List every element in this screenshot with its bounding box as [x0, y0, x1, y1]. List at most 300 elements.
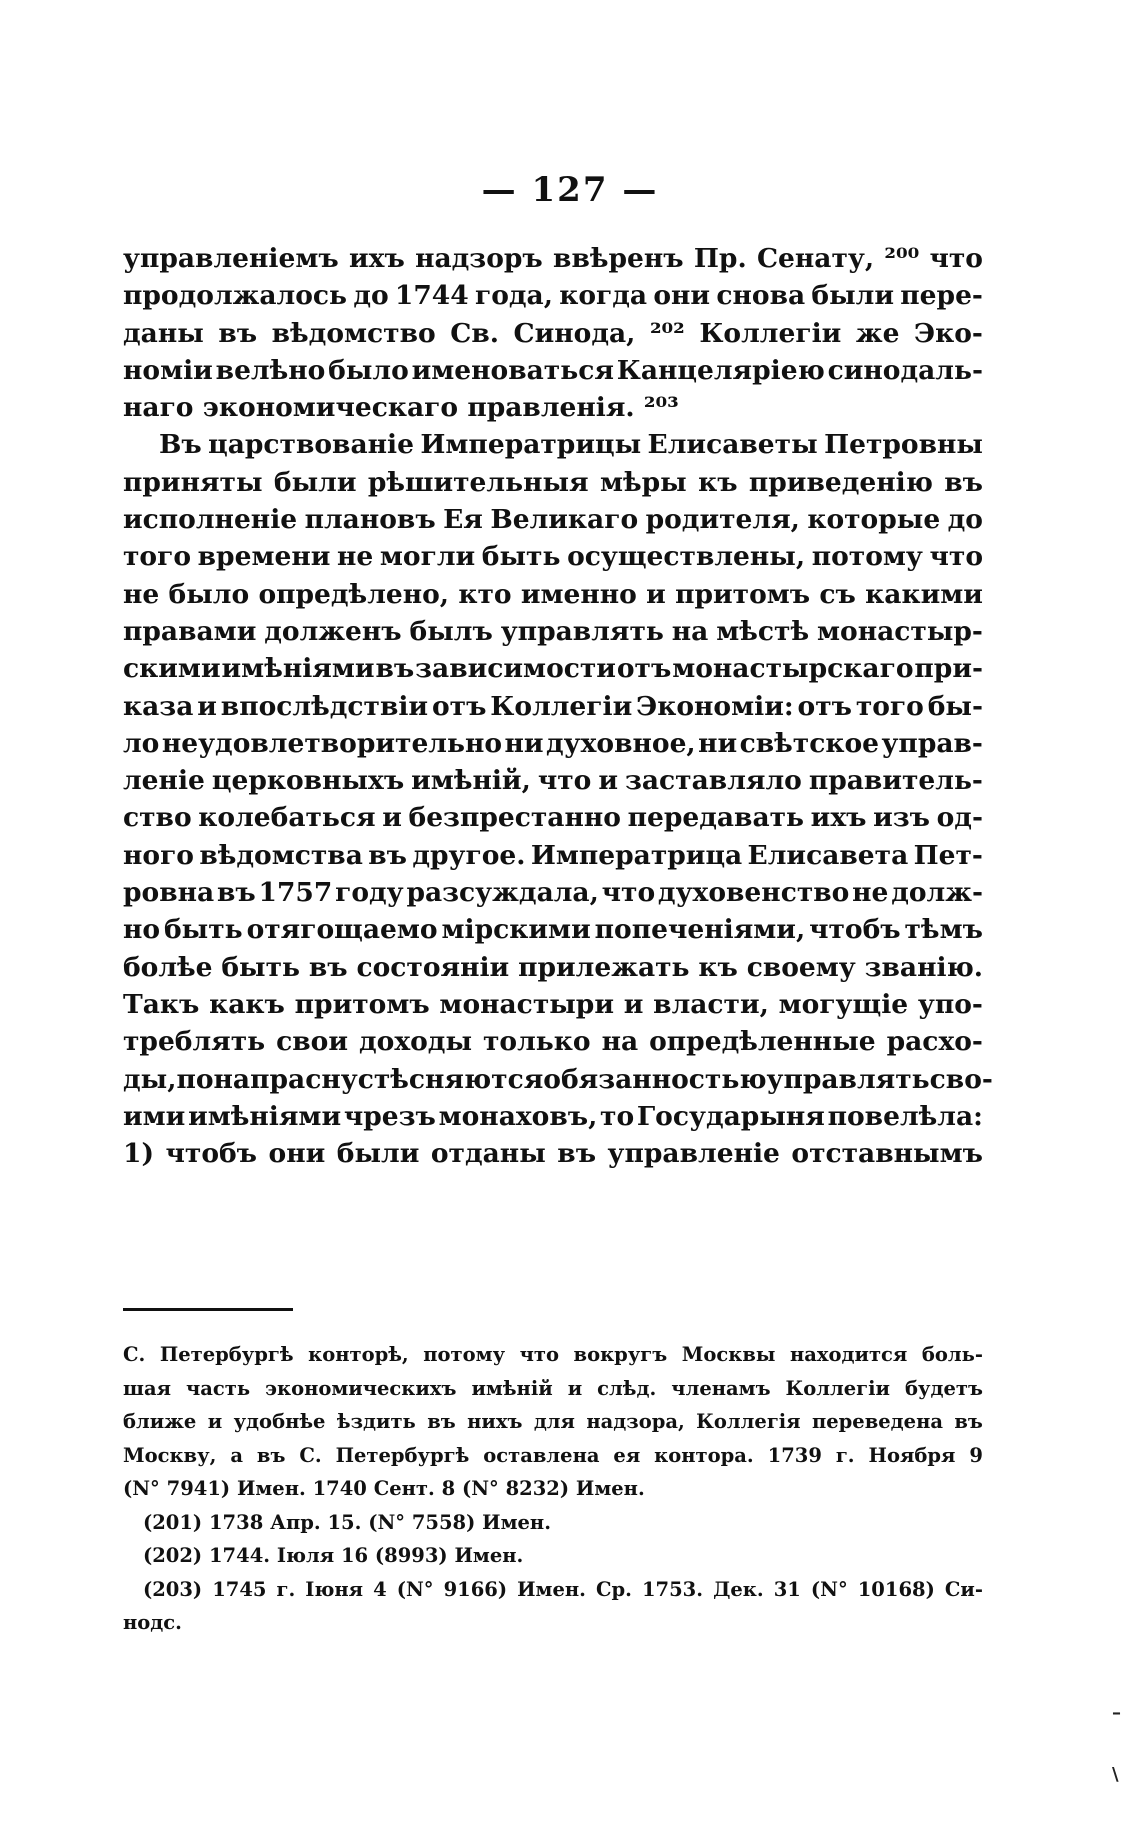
word: продолжалось [123, 280, 348, 312]
word: скими [123, 653, 221, 685]
word: Государыня [636, 1100, 825, 1132]
word: при- [914, 653, 983, 685]
word: 1745 [212, 1577, 267, 1601]
word: 1744 [394, 280, 469, 312]
text-line [123, 464, 983, 501]
word: и [646, 578, 666, 610]
word: Дек. [713, 1577, 764, 1601]
word: Такъ [123, 988, 200, 1020]
word: Си- [944, 1577, 983, 1601]
word: имѣній, [411, 765, 531, 797]
word: (202) [143, 1544, 203, 1567]
word: притомъ [294, 988, 430, 1020]
text-line [123, 911, 983, 948]
word: для [533, 1410, 575, 1433]
text-line [123, 613, 983, 650]
word: Пр. [693, 243, 747, 274]
word: долженъ [264, 615, 402, 647]
margin-mark-dash: – [1112, 1702, 1121, 1723]
word: въ [427, 1410, 456, 1433]
word: Іюня [305, 1577, 364, 1601]
word: не [852, 877, 889, 909]
word: Имен. [517, 1577, 586, 1601]
word: правами [123, 615, 257, 647]
text-line [123, 576, 983, 613]
word: не [123, 578, 160, 610]
text-line [123, 1372, 983, 1406]
word: до [947, 504, 983, 536]
word: кто [458, 578, 512, 610]
word: 1739 [767, 1443, 822, 1467]
text-line [123, 949, 983, 986]
word: ство [123, 802, 192, 834]
text-line [123, 799, 983, 836]
word: 10168) [857, 1577, 935, 1601]
word: Имен. [575, 1477, 645, 1500]
word: опредѣлено, [258, 578, 450, 610]
word: г. [276, 1577, 296, 1601]
word: управлять [500, 615, 664, 647]
word: 9166) [443, 1577, 508, 1601]
word: 16 [340, 1544, 369, 1567]
word: од- [936, 802, 983, 834]
text-line [123, 986, 983, 1023]
word: (N° [461, 1477, 499, 1500]
word: что [601, 877, 656, 909]
word: быть [164, 914, 243, 946]
word: Ея [443, 504, 483, 536]
word: Имен. [236, 1477, 306, 1500]
word: были [336, 1138, 420, 1170]
word: имѣніями [221, 653, 375, 685]
word: потому [423, 1343, 506, 1366]
word: они [268, 1138, 326, 1170]
word: наго [123, 392, 194, 424]
word: управлять [766, 1063, 930, 1095]
text-line [123, 1338, 983, 1372]
word: отданы [430, 1138, 546, 1170]
word: попеченіями, [594, 914, 806, 946]
word: опредѣленные [649, 1026, 876, 1058]
word: и [207, 1410, 223, 1433]
word: Сент. [373, 1477, 435, 1500]
text-line [123, 1573, 983, 1607]
word: другое. [412, 839, 526, 871]
word: сво- [929, 1063, 993, 1095]
word: которые [807, 504, 941, 536]
text-line [123, 1098, 983, 1135]
word: снова [716, 280, 806, 312]
word: ея [613, 1443, 641, 1467]
word: разсуждала, [406, 877, 599, 909]
word: 1753. [641, 1577, 704, 1601]
word: чтобъ [809, 914, 901, 946]
footnote-reference: ²⁰² [649, 317, 685, 349]
word: 7558) [411, 1510, 476, 1534]
word: ровна [123, 877, 215, 909]
word: то [600, 1100, 635, 1132]
word: надзоръ [415, 243, 543, 274]
word: въ [218, 317, 258, 349]
word: приняты [123, 466, 263, 498]
word: званію. [864, 951, 983, 983]
text-line [123, 688, 983, 725]
word: имѣній [471, 1376, 553, 1400]
word: Сенату, [756, 243, 875, 274]
word: вокругъ [573, 1343, 668, 1366]
word: 1740 [312, 1477, 367, 1500]
word: Эко- [914, 317, 983, 349]
word: заставляло [624, 765, 802, 797]
word: конторѣ, [308, 1343, 409, 1366]
word: въ [375, 653, 415, 685]
word: надзора, [586, 1410, 685, 1433]
word: каза [123, 690, 194, 722]
word: будетъ [905, 1376, 983, 1400]
word: осуществлены, [567, 541, 806, 573]
word: слѣд. [597, 1376, 657, 1400]
word: монастырскаго [672, 653, 914, 685]
text-line [123, 1506, 983, 1540]
word: Коллегіи [785, 1376, 891, 1400]
word: удобнѣе [233, 1410, 326, 1433]
word: же [855, 317, 900, 349]
word: синодаль- [827, 354, 983, 386]
word: чрезъ [343, 1100, 436, 1132]
word: членамъ [671, 1376, 771, 1400]
word: Императрица [530, 839, 743, 871]
text-line [123, 1061, 993, 1098]
word: того [855, 690, 924, 722]
word: отъ [616, 653, 672, 685]
word: 1744. [208, 1544, 271, 1567]
word: что [519, 1343, 559, 1366]
footnote-reference: ²⁰⁰ [884, 243, 920, 274]
word: Апр. [270, 1510, 321, 1534]
text-line [123, 1539, 983, 1573]
word: Экономіи: [636, 690, 794, 722]
word: исполненіе [123, 504, 298, 536]
word: 7941) [166, 1477, 231, 1500]
word: въ [368, 839, 407, 871]
word: оставлена [483, 1443, 600, 1467]
text-line [123, 650, 983, 687]
word: въ [557, 1138, 597, 1170]
word: Императрицы [420, 429, 642, 461]
word: къ [698, 466, 738, 498]
word: на [601, 1026, 639, 1058]
word: было [328, 354, 409, 386]
word: номіи [123, 354, 213, 386]
word: Ср. [595, 1577, 632, 1601]
word: Коллегіи [490, 690, 633, 722]
word: Петербургѣ [159, 1343, 294, 1366]
word: ихъ [810, 802, 867, 834]
word: отъ [797, 690, 852, 722]
word: Канцеляріею [616, 354, 825, 386]
word: (8993) [374, 1544, 448, 1567]
word: зависимости [415, 653, 616, 685]
word: контора. [654, 1443, 754, 1467]
text-line [123, 389, 983, 426]
text-line [123, 1439, 983, 1473]
word: духовное, [545, 727, 696, 759]
word: родителя, [645, 504, 800, 536]
word: правленія. [467, 392, 635, 424]
word: повелѣла: [827, 1100, 983, 1132]
word: что [929, 541, 983, 573]
word: когда [559, 280, 648, 312]
word: и [197, 690, 217, 722]
word: тѣмъ [904, 914, 983, 946]
word: экономическаго [202, 392, 459, 424]
word: были [273, 466, 357, 498]
word: своему [746, 951, 856, 983]
word: (201) [143, 1510, 203, 1534]
word: и [623, 988, 644, 1020]
word: Петровны [824, 429, 983, 461]
word: быть [481, 541, 561, 573]
word: они [653, 280, 711, 312]
word: году [335, 877, 404, 909]
word: имѣніями [188, 1100, 342, 1132]
word: духовенство [657, 877, 850, 909]
word: велѣно [215, 354, 326, 386]
word: былъ [409, 615, 493, 647]
word: на [671, 615, 709, 647]
word: отъ [431, 690, 487, 722]
text-line [123, 240, 983, 277]
word: колебаться [198, 802, 376, 834]
word: до [353, 280, 389, 312]
word: ввѣренъ [553, 243, 684, 274]
word: съ [819, 578, 856, 610]
word: 1) [123, 1138, 154, 1170]
text-line [123, 1023, 983, 1060]
word: Имен. [482, 1510, 551, 1534]
word: притомъ [675, 578, 811, 610]
text-line [123, 538, 983, 575]
word: 1757 [258, 877, 333, 909]
word: монастыр- [817, 615, 983, 647]
word: Пет- [913, 839, 983, 871]
word: неудовлетворительно [161, 727, 503, 759]
word: не [337, 541, 374, 573]
word: 8232) [505, 1477, 570, 1500]
word: Елисавета [747, 839, 909, 871]
word: и [598, 765, 618, 797]
word: долж- [891, 877, 983, 909]
word: а [230, 1443, 243, 1467]
footnote-divider [123, 1308, 293, 1311]
word: отставнымъ [791, 1138, 983, 1170]
word: безпрестанно [408, 802, 621, 834]
word: правитель- [808, 765, 983, 797]
word: какими [865, 578, 983, 610]
word: быть [221, 951, 301, 983]
word: болѣе [123, 951, 213, 983]
word: что [929, 243, 983, 274]
text-line [123, 762, 983, 799]
word: Синода, [513, 317, 636, 349]
word: леніе [123, 765, 205, 797]
footnotes [123, 1338, 983, 1640]
text-line [123, 501, 983, 538]
word: и [382, 802, 402, 834]
word: управ- [881, 727, 983, 759]
footnote-reference: ²⁰³ [643, 392, 679, 424]
word: находится [789, 1343, 908, 1366]
word: чтобъ [165, 1138, 257, 1170]
word: потому [811, 541, 923, 573]
word: прилежать [518, 951, 690, 983]
word: 4 [373, 1577, 387, 1601]
word: (N° [123, 1477, 160, 1500]
word: и [567, 1376, 583, 1400]
text-line [123, 426, 983, 463]
word: переведена [811, 1410, 943, 1433]
word: пере- [900, 280, 983, 312]
text-line [123, 874, 983, 911]
word: мѣстѣ [716, 615, 810, 647]
word: нодс. [123, 1611, 182, 1634]
main-text [123, 240, 993, 1172]
word: царствованіе [208, 429, 414, 461]
word: но [123, 914, 161, 946]
word: Имен. [454, 1544, 524, 1567]
word: въ [216, 877, 256, 909]
text-line [123, 1405, 983, 1439]
word: (N° [368, 1510, 406, 1534]
word: свѣтское [739, 727, 880, 759]
word: времени [197, 541, 331, 573]
word: Петербургѣ [335, 1443, 470, 1467]
word: часть [186, 1376, 251, 1400]
word: передавать [627, 802, 805, 834]
word: въ [954, 1410, 983, 1433]
text-line [123, 725, 983, 762]
word: С. [299, 1443, 322, 1467]
word: ды, [123, 1063, 177, 1095]
word: рѣшительныя [367, 466, 589, 498]
word: ного [123, 839, 194, 871]
word: вѣдомство [271, 317, 436, 349]
word: плановъ [304, 504, 436, 536]
word: изъ [873, 802, 930, 834]
word: въ [308, 951, 348, 983]
word: въ [256, 1443, 286, 1467]
word: Св. [450, 317, 499, 349]
word: 31 [773, 1577, 801, 1601]
word: монаховъ, [438, 1100, 598, 1132]
margin-mark-tick: \ [1112, 1764, 1119, 1785]
word: 9 [969, 1443, 983, 1467]
word: С. [123, 1343, 146, 1366]
word: Великаго [490, 504, 639, 536]
word: мірскими [441, 914, 591, 946]
word: Елисаветы [647, 429, 818, 461]
word: какъ [209, 988, 285, 1020]
text-line [123, 277, 983, 314]
word: того [123, 541, 192, 573]
word: года, [474, 280, 553, 312]
word: только [483, 1026, 591, 1058]
word: ихъ [348, 243, 405, 274]
word: 15. [327, 1510, 362, 1534]
word: боль- [921, 1343, 983, 1366]
word: стѣсняются [357, 1063, 544, 1095]
word: приведенію [748, 466, 933, 498]
word: шая [123, 1376, 171, 1400]
word: экономическихъ [265, 1376, 457, 1400]
word: монастыри [439, 988, 614, 1020]
word: въ [944, 466, 983, 498]
word: ни [698, 727, 738, 759]
word: Коллегіи [699, 317, 842, 349]
word: Въ [159, 429, 202, 461]
text-line [123, 1606, 983, 1640]
word: были [811, 280, 895, 312]
word: могли [379, 541, 476, 573]
word: ло [123, 727, 160, 759]
word: ни [504, 727, 544, 759]
word: Москву, [123, 1443, 217, 1467]
word: понапрасну [176, 1063, 358, 1095]
word: что [537, 765, 592, 797]
word: (N° [810, 1577, 848, 1601]
word: ближе [123, 1410, 197, 1433]
text-line [123, 837, 983, 874]
word: ими [123, 1100, 186, 1132]
word: отягощаемо [246, 914, 438, 946]
word: расхо- [886, 1026, 983, 1058]
word: бы- [927, 690, 983, 722]
word: вѣдомства [199, 839, 363, 871]
word: состояніи [356, 951, 510, 983]
word: именно [520, 578, 637, 610]
text-line [123, 1135, 983, 1172]
word: нихъ [467, 1410, 523, 1433]
page-number: — 127 — [481, 170, 659, 210]
text-line [123, 352, 983, 389]
word: ѣздить [336, 1410, 416, 1433]
word: мѣры [599, 466, 687, 498]
word: (N° [396, 1577, 434, 1601]
word: 8 [441, 1477, 456, 1500]
word: власти, [653, 988, 769, 1020]
word: свои [276, 1026, 349, 1058]
word: было [168, 578, 250, 610]
word: именоваться [411, 354, 614, 386]
word: (203) [143, 1577, 203, 1601]
word: управленіе [607, 1138, 780, 1170]
word: Іюля [276, 1544, 335, 1567]
word: Москвы [681, 1343, 776, 1366]
word: даны [123, 317, 204, 349]
word: къ [698, 951, 738, 983]
text-line [123, 315, 983, 352]
word: впослѣдствіи [220, 690, 429, 722]
word: могущіе [778, 988, 909, 1020]
word: 1738 [208, 1510, 264, 1534]
word: упо- [917, 988, 983, 1020]
word: Коллегія [696, 1410, 801, 1433]
word: доходы [358, 1026, 473, 1058]
word: церковныхъ [211, 765, 405, 797]
word: треблять [123, 1026, 266, 1058]
word: Ноября [868, 1443, 956, 1467]
word: обязанностью [543, 1063, 767, 1095]
